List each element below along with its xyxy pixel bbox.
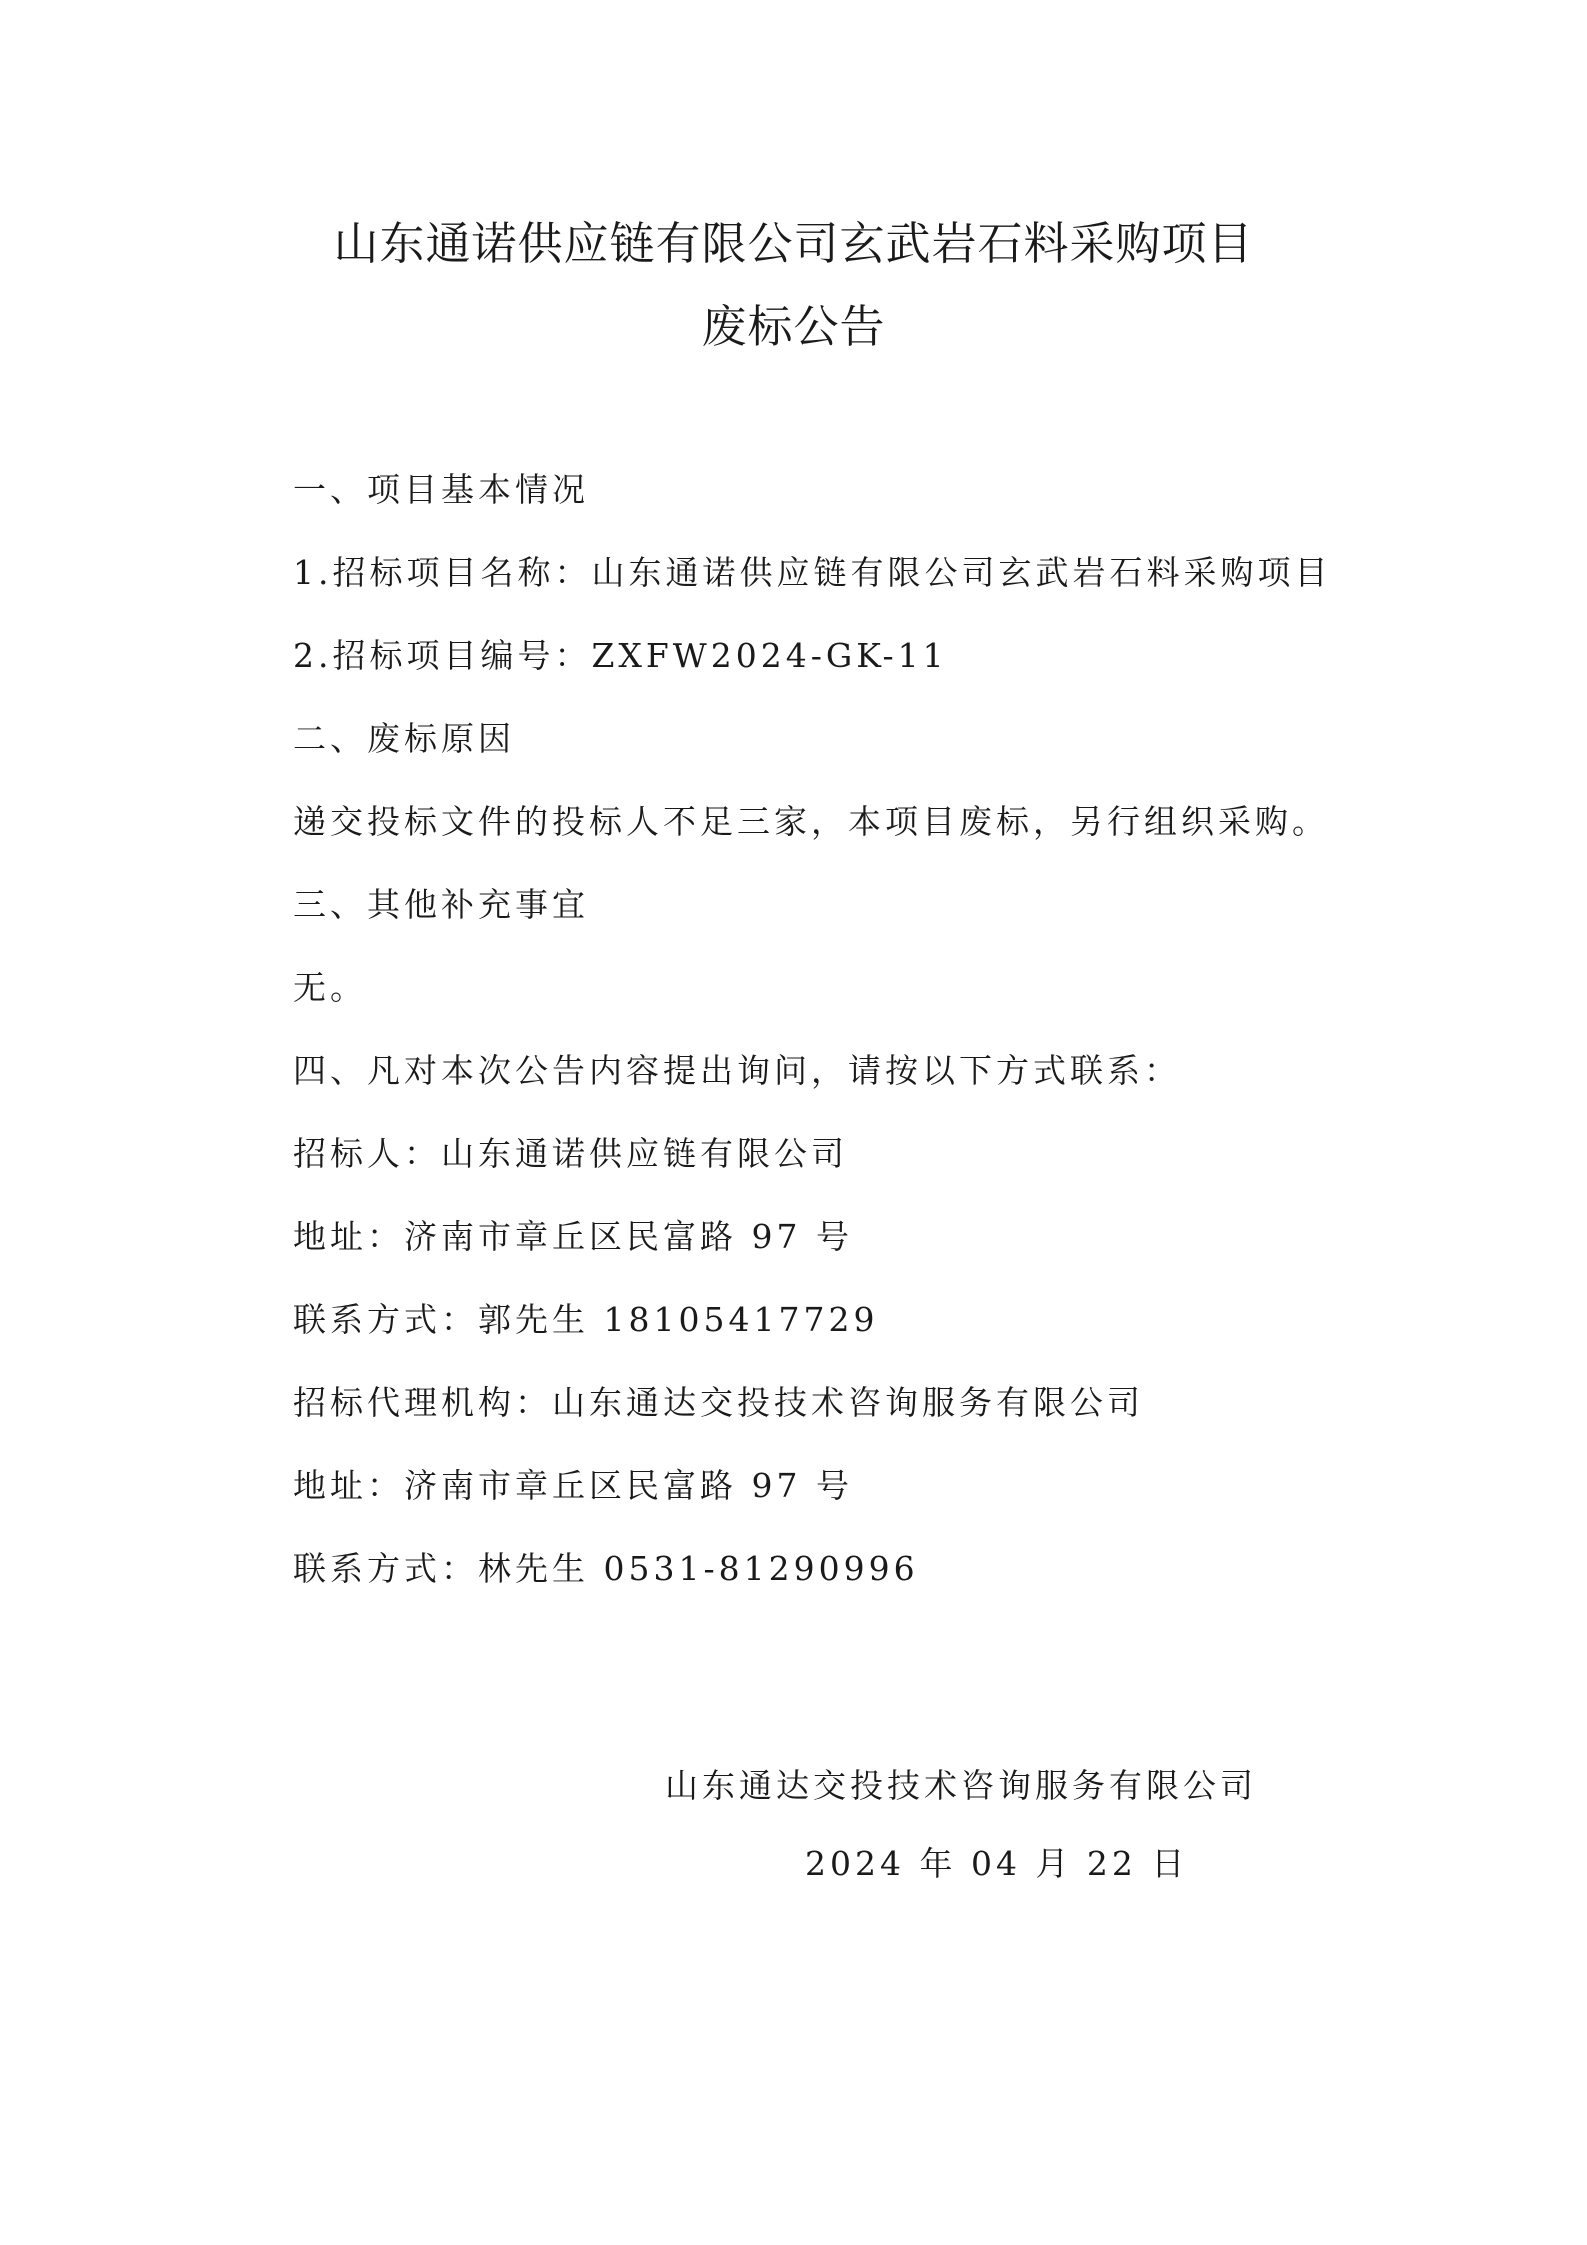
section-2-heading: 二、废标原因 [293,719,515,758]
tenderer-address-line: 地址：济南市章丘区民富路 97 号 [293,1217,853,1256]
project-number-line: 2.招标项目编号：ZXFW2024-GK-11 [293,636,948,675]
signature-date: 2024 年 04 月 22 日 [805,1844,1189,1883]
project-name-line: 1.招标项目名称：山东通诺供应链有限公司玄武岩石料采购项目 [293,553,1332,592]
section-4-heading: 四、凡对本次公告内容提出询问，请按以下方式联系： [293,1051,1181,1090]
section-1-heading: 一、项目基本情况 [293,470,589,509]
supplementary-text: 无。 [293,968,367,1007]
agency-line: 招标代理机构：山东通达交投技术咨询服务有限公司 [293,1383,1144,1422]
agency-address-line: 地址：济南市章丘区民富路 97 号 [293,1466,853,1505]
document-title-line-1: 山东通诺供应链有限公司玄武岩石料采购项目 [333,217,1254,270]
section-3-heading: 三、其他补充事宜 [293,885,589,924]
abandon-reason-text: 递交投标文件的投标人不足三家，本项目废标，另行组织采购。 [293,802,1329,841]
tenderer-contact-line: 联系方式：郭先生 18105417729 [293,1300,879,1339]
document-title-line-2: 废标公告 [701,300,886,353]
agency-contact-line: 联系方式：林先生 0531-81290996 [293,1549,919,1588]
signature-organization: 山东通达交投技术咨询服务有限公司 [665,1766,1257,1805]
tenderer-line: 招标人：山东通诺供应链有限公司 [293,1134,848,1173]
